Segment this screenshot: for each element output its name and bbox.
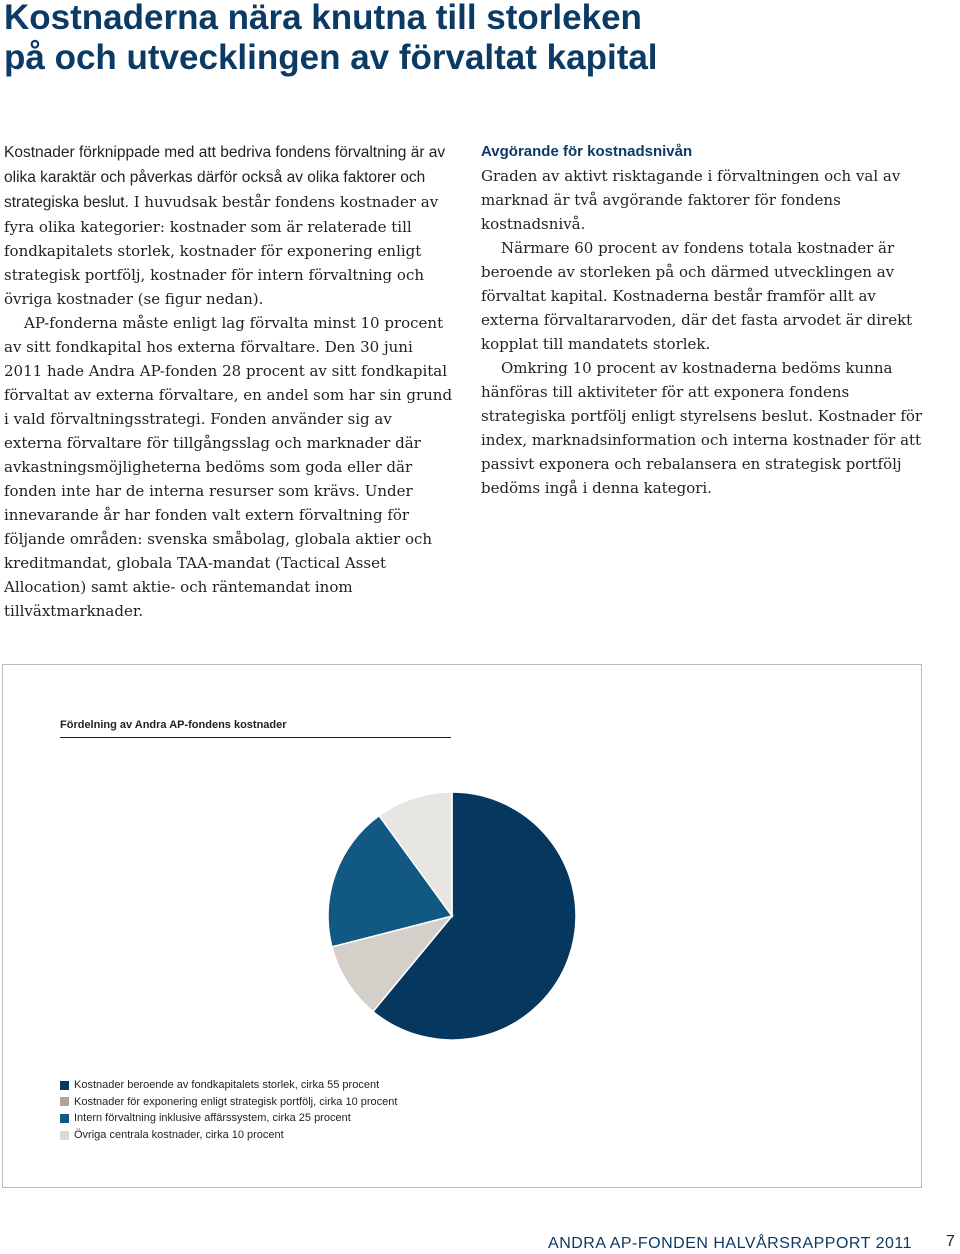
- left-column: [4, 140, 454, 623]
- page-number: 7: [946, 1233, 955, 1250]
- lead-text: Kostnader förknippade med att bedriva fondens förvaltning är av olika karaktär och påverkas därför också av olika faktorer och strategiska beslut.: [4, 144, 446, 211]
- chart-title: Fördelning av Andra AP-fondens kostnader: [60, 719, 287, 731]
- section-heading: Avgörande för kostnadsnivån: [481, 143, 693, 160]
- legend-item: [60, 1127, 397, 1144]
- pie-chart: [321, 785, 583, 1047]
- legend-swatch: [60, 1131, 69, 1140]
- legend-swatch: [60, 1097, 69, 1106]
- body-paragraph-1: [4, 140, 454, 311]
- body-paragraph-3: Graden av aktivt risktagande i förvaltningen och val av marknad är två avgörande faktorer för fondens kostnadsnivå.: [481, 167, 901, 233]
- body-paragraph-5: Omkring 10 procent av kostnaderna bedöms kunna hänföras till aktiviteter för att exponera fondens strategiska portfölj enligt styrelsens beslut. Kostnader för index, marknadsinformation och interna kostnader för att passivt exponera och rebalansera en strategisk portfölj bedöms ingå i denna kategori.: [481, 359, 923, 497]
- legend-item: [60, 1077, 397, 1094]
- legend-item: [60, 1094, 397, 1111]
- legend-swatch: [60, 1081, 69, 1090]
- body-paragraph-1-rest: I huvudsak består fondens kostnader av fyra olika kategorier: kostnader som är relaterade till fondkapitalets storlek, kostnader för exponering enligt strategisk portfölj, kostnader för intern förvaltning och övriga kostnader (se figur nedan).: [4, 193, 439, 308]
- body-paragraph-2: AP-fonderna måste enligt lag förvalta minst 10 procent av sitt fondkapital hos externa förvaltare. Den 30 juni 2011 hade Andra AP-fonden 28 procent av sitt fondkapital förvaltat av externa förvaltare, en andel som har sin grund i vald förvaltningsstrategi. Fonden använder sig av externa förvaltare för tillgångsslag och marknader där avkastningsmöjligheterna bedöms som goda eller där fonden inte har de interna resurser som krävs. Under innevarande år har fonden valt extern förvaltning för följande områden: svenska småbolag, globala aktier och kreditmandat, globala TAA-mandat (Tactical Asset Allocation) samt aktie- och räntemandat inom tillväxtmarknader.: [4, 314, 453, 620]
- legend-label: Intern förvaltning inklusive affärssystem, cirka 25 procent: [74, 1112, 351, 1125]
- legend-item: [60, 1110, 397, 1127]
- legend-label: Övriga centrala kostnader, cirka 10 procent: [74, 1128, 284, 1141]
- report-footer: ANDRA AP-FONDEN HALVÅRSRAPPORT 2011: [548, 1235, 912, 1252]
- chart-title-rule: [60, 737, 451, 738]
- page-title-line-2: på och utvecklingen av förvaltat kapital: [4, 38, 658, 77]
- legend-swatch: [60, 1114, 69, 1123]
- legend-label: Kostnader beroende av fondkapitalets storlek, cirka 55 procent: [74, 1079, 380, 1091]
- cost-distribution-figure: [2, 664, 922, 1188]
- legend-label: Kostnader för exponering enligt strategisk portfölj, cirka 10 procent: [74, 1095, 398, 1108]
- chart-legend: [60, 1077, 397, 1143]
- page-title: [4, 0, 944, 78]
- page-title-line-1: Kostnaderna nära knutna till storleken: [4, 0, 642, 37]
- right-column: [481, 140, 931, 500]
- body-paragraph-4: Närmare 60 procent av fondens totala kostnader är beroende av storleken på och därmed utvecklingen av förvaltat kapital. Kostnaderna består framför allt av externa förvaltararvoden, där det fasta arvodet är direkt kopplat till mandatets storlek.: [481, 239, 913, 353]
